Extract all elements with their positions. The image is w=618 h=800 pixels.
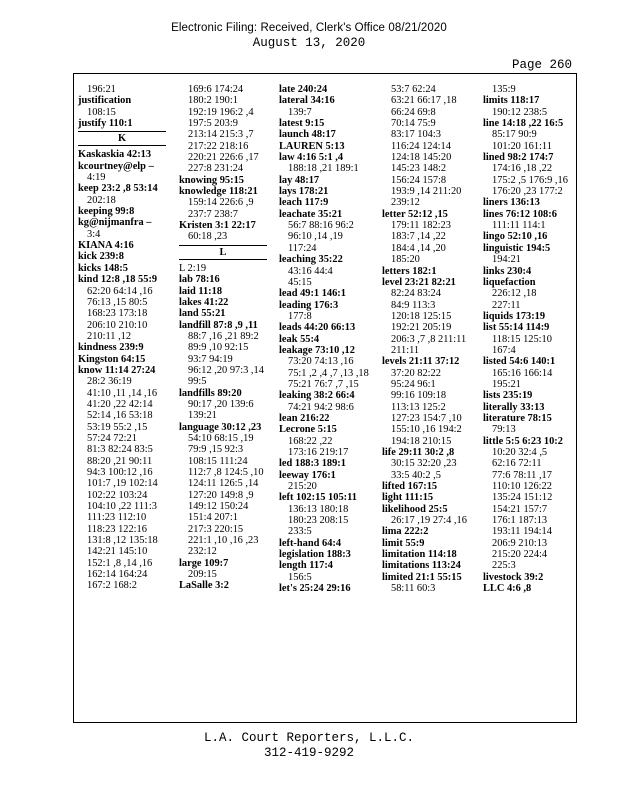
index-term: large 109:7 xyxy=(179,557,229,569)
index-reference: 108:15 xyxy=(87,106,116,118)
index-reference: 127:23 154:7 ,10 xyxy=(391,412,462,424)
index-term: leachate 35:21 xyxy=(279,208,343,220)
index-reference: 193:11 194:14 xyxy=(492,526,552,538)
index-reference: 209:15 xyxy=(188,569,217,581)
index-reference: 168:22 ,22 xyxy=(288,435,333,447)
index-reference: 215:20 xyxy=(288,481,317,493)
index-reference: 176:1 187:13 xyxy=(492,515,548,527)
index-reference: 139:21 xyxy=(188,410,217,422)
index-reference: 28:2 36:19 xyxy=(87,376,132,388)
index-reference: 33:5 40:2 ,5 xyxy=(391,469,441,481)
index-term: leakage 73:10 ,12 xyxy=(279,344,355,356)
index-reference: 41:10 ,11 ,14 ,16 xyxy=(87,387,158,399)
index-term: lined 98:2 174:7 xyxy=(483,152,554,164)
index-reference: 113:13 125:2 xyxy=(391,401,446,413)
index-term: landfills 89:20 xyxy=(179,387,242,399)
transcript-date: August 13, 2020 xyxy=(252,36,366,50)
index-reference: 77:6 78:11 ,17 xyxy=(492,469,552,481)
index-reference: 54:10 68:15 ,19 xyxy=(188,432,254,444)
index-reference: 79:9 ,15 92:3 xyxy=(188,444,244,456)
index-reference: 167:4 xyxy=(492,344,516,356)
index-term: kcourtney@elp – xyxy=(78,160,154,172)
index-term: limits 118:17 xyxy=(483,95,540,107)
index-term: lean 216:22 xyxy=(279,412,330,424)
index-reference: 95:24 96:1 xyxy=(391,378,436,390)
index-reference: 70:14 75:9 xyxy=(391,118,436,130)
filing-stamp: Electronic Filing: Received, Clerk's Office 08/21/2020 xyxy=(171,22,447,34)
index-reference: 220:21 226:6 ,17 xyxy=(188,152,259,164)
index-term: laid 11:18 xyxy=(179,285,223,297)
index-term: leaking 38:2 66:4 xyxy=(279,390,355,402)
index-reference: 142:21 145:10 xyxy=(87,546,148,558)
index-term: kicks 148:5 xyxy=(78,262,128,274)
index-term: Kingston 64:15 xyxy=(78,353,146,365)
index-column-3 xyxy=(279,84,367,594)
index-term: lists 235:19 xyxy=(483,390,533,402)
index-term: leaching 35:22 xyxy=(279,254,343,266)
index-reference: 60:18 ,23 xyxy=(188,231,228,243)
index-term: letters 182:1 xyxy=(382,265,437,277)
index-term: linguistic 194:5 xyxy=(483,242,551,254)
index-reference: 177:8 xyxy=(288,310,312,322)
index-reference: 168:23 173:18 xyxy=(87,308,148,320)
index-reference: 88:7 ,16 ,21 89:2 xyxy=(188,330,259,342)
index-term: levels 21:11 37:12 xyxy=(382,356,460,368)
index-reference: 226:12 ,18 xyxy=(492,288,537,300)
index-reference: 211:11 xyxy=(391,344,420,356)
index-reference: 175:2 ,5 176:9 ,16 xyxy=(492,174,568,186)
index-reference: 96:10 ,14 ,19 xyxy=(288,231,343,243)
index-reference: 66:24 69:8 xyxy=(391,106,436,118)
index-reference: 192:21 205:19 xyxy=(391,322,452,334)
index-term: KIANA 4:16 xyxy=(78,240,134,252)
index-reference: 57:24 72:21 xyxy=(87,432,137,444)
index-term: landfill 87:8 ,9 ,11 xyxy=(179,319,258,331)
index-term: knowing 95:15 xyxy=(179,174,244,186)
index-reference: 88:20 ,21 90:11 xyxy=(87,455,153,467)
index-reference: 83:17 104:3 xyxy=(391,129,441,141)
index-reference: 202:18 xyxy=(87,194,116,206)
index-term: literature 78:15 xyxy=(483,412,552,424)
index-reference: 74:21 94:2 98:6 xyxy=(288,401,354,413)
index-term: lines 76:12 108:6 xyxy=(483,208,557,220)
index-reference: 75:1 ,2 ,4 ,7 ,13 ,18 xyxy=(288,367,369,379)
index-reference: 84:9 113:3 xyxy=(391,299,436,311)
index-reference: 215:20 224:4 xyxy=(492,549,548,561)
index-term: lays 178:21 xyxy=(279,186,329,198)
index-reference: 192:19 196:2 ,4 xyxy=(188,106,254,118)
index-column-2 xyxy=(179,84,267,592)
section-letter-heading: L xyxy=(179,245,267,260)
index-term: little 5:5 6:23 10:2 xyxy=(483,435,563,447)
index-reference: L 2:19 xyxy=(179,262,207,274)
index-term: Lecrone 5:15 xyxy=(279,424,337,436)
index-reference: 79:13 xyxy=(492,424,516,436)
index-reference: 94:3 100:12 ,16 xyxy=(87,467,153,478)
index-reference: 101:7 ,19 102:14 xyxy=(87,478,158,490)
index-reference: 156:5 xyxy=(288,571,312,583)
index-reference: 206:3 ,7 ,8 211:11 xyxy=(391,333,467,345)
index-term: LaSalle 3:2 xyxy=(179,580,229,592)
reporter-name: L.A. Court Reporters, L.L.C. xyxy=(203,731,415,745)
index-reference: 225:3 xyxy=(492,560,516,572)
index-term: justification xyxy=(78,95,132,107)
index-reference: 53:7 62:24 xyxy=(391,84,436,95)
index-reference: 155:10 ,16 194:2 xyxy=(391,424,462,436)
index-reference: 180:2 190:1 xyxy=(188,95,238,107)
index-reference: 99:5 xyxy=(188,376,207,388)
index-reference: 4:19 xyxy=(87,172,106,184)
index-reference: 62:16 72:11 xyxy=(492,458,542,470)
index-reference: 184:4 ,14 ,20 xyxy=(391,242,446,254)
index-reference: 96:12 ,20 97:3 ,14 xyxy=(188,364,264,376)
index-term: Kaskaskia 42:13 xyxy=(78,149,152,161)
index-column-4 xyxy=(382,84,470,594)
index-term: limited 21:1 55:15 xyxy=(382,571,462,583)
index-term: launch 48:17 xyxy=(279,129,336,141)
index-reference: 217:22 218:16 xyxy=(188,140,249,152)
index-term: led 188:3 189:1 xyxy=(279,458,346,470)
index-reference: 110:10 126:22 xyxy=(492,481,552,493)
index-reference: 136:13 180:18 xyxy=(288,503,349,515)
index-term: knowledge 118:21 xyxy=(179,186,258,198)
index-reference: 131:8 ,12 135:18 xyxy=(87,535,158,547)
index-reference: 196:21 xyxy=(87,84,116,95)
index-reference: 167:2 168:2 xyxy=(87,580,137,592)
index-term: lab 78:16 xyxy=(179,274,220,286)
index-reference: 232:12 xyxy=(188,546,217,558)
index-column-1 xyxy=(78,84,166,592)
index-term: kick 239:8 xyxy=(78,251,124,263)
index-reference: 102:22 103:24 xyxy=(87,489,148,501)
index-term: level 23:21 82:21 xyxy=(382,276,456,288)
index-term: list 55:14 114:9 xyxy=(483,322,550,334)
index-reference: 162:14 164:24 xyxy=(87,569,148,581)
index-reference: 227:8 231:24 xyxy=(188,163,244,175)
index-reference: 217:3 220:15 xyxy=(188,523,244,535)
index-reference: 193:9 ,14 211:20 xyxy=(391,186,462,198)
index-reference: 73:20 74:13 ,16 xyxy=(288,356,354,368)
index-reference: 156:24 157:8 xyxy=(391,174,447,186)
index-reference: 135:24 151:12 xyxy=(492,492,553,504)
index-reference: 63:21 66:17 ,18 xyxy=(391,95,457,107)
index-reference: 108:15 111:24 xyxy=(188,455,248,467)
index-term: left 102:15 105:11 xyxy=(279,492,357,504)
index-term: livestock 39:2 xyxy=(483,571,544,583)
index-reference: 89:9 ,10 92:15 xyxy=(188,342,249,354)
index-term: literally 33:13 xyxy=(483,401,545,413)
index-reference: 43:16 44:4 xyxy=(288,265,333,277)
index-reference: 213:14 215:3 ,7 xyxy=(188,129,254,141)
index-term: limitations 113:24 xyxy=(382,560,461,572)
index-reference: 90:17 ,20 139:6 xyxy=(188,398,254,410)
index-term: limitation 114:18 xyxy=(382,549,457,561)
index-term: lateral 34:16 xyxy=(279,95,335,107)
index-reference: 237:7 238:7 xyxy=(188,208,238,220)
index-reference: 139:7 xyxy=(288,106,312,118)
index-reference: 76:13 ,15 80:5 xyxy=(87,296,148,308)
index-term: likelihood 25:5 xyxy=(382,503,448,515)
index-term: length 117:4 xyxy=(279,560,333,572)
index-term: leading 176:3 xyxy=(279,299,339,311)
index-term: links 230:4 xyxy=(483,265,532,277)
index-term: leach 117:9 xyxy=(279,197,329,209)
index-reference: 37:20 82:22 xyxy=(391,367,441,379)
index-term: letter 52:12 ,15 xyxy=(382,208,448,220)
index-term: listed 54:6 140:1 xyxy=(483,356,556,368)
index-term: latest 9:15 xyxy=(279,118,325,130)
index-reference: 154:21 157:7 xyxy=(492,503,548,515)
index-reference: 233:5 xyxy=(288,526,312,538)
index-reference: 239:12 xyxy=(391,197,420,209)
index-term: language 30:12 ,23 xyxy=(179,421,262,433)
index-reference: 120:18 125:15 xyxy=(391,310,452,322)
index-term: liners 136:13 xyxy=(483,197,540,209)
index-term: kind 12:8 ,18 55:9 xyxy=(78,274,158,286)
index-reference: 221:1 ,10 ,16 ,23 xyxy=(188,535,259,547)
section-letter-heading: K xyxy=(78,131,166,146)
index-term: keep 23:2 ,8 53:14 xyxy=(78,183,158,195)
index-reference: 41:20 ,22 42:14 xyxy=(87,398,153,410)
index-column-5 xyxy=(483,84,571,594)
index-term: kindness 239:9 xyxy=(78,342,144,354)
index-reference: 135:9 xyxy=(492,84,516,95)
index-term: know 11:14 27:24 xyxy=(78,364,156,376)
index-reference: 197:5 203:9 xyxy=(188,118,238,130)
page-number: Page 260 xyxy=(511,58,572,72)
index-reference: 169:6 174:24 xyxy=(188,84,244,95)
index-term: lay 48:17 xyxy=(279,174,320,186)
index-reference: 26:17 ,19 27:4 ,16 xyxy=(391,515,467,527)
index-reference: 111:23 112:10 xyxy=(87,512,147,524)
index-term: law 4:16 5:1 ,4 xyxy=(279,152,344,164)
index-term: keeping 99:8 xyxy=(78,206,135,218)
index-term: lakes 41:22 xyxy=(179,296,229,308)
index-reference: 206:9 210:13 xyxy=(492,537,548,549)
index-term: liquids 173:19 xyxy=(483,310,546,322)
index-term: Kristen 3:1 22:17 xyxy=(179,220,256,232)
index-term: line 14:18 ,22 16:5 xyxy=(483,118,564,130)
index-reference: 111:11 114:1 xyxy=(492,220,546,232)
index-reference: 210:11 ,12 xyxy=(87,330,132,342)
index-term: leak 55:4 xyxy=(279,333,320,345)
index-term: land 55:21 xyxy=(179,308,226,320)
index-term: life 29:11 30:2 ,8 xyxy=(382,447,455,458)
index-reference: 188:18 ,21 189:1 xyxy=(288,163,359,175)
index-reference: 206:10 210:10 xyxy=(87,319,148,331)
index-reference: 52:14 ,16 53:18 xyxy=(87,410,153,422)
index-reference: 174:16 ,18 ,22 xyxy=(492,163,553,175)
index-reference: 85:17 90:9 xyxy=(492,129,537,141)
index-term: leeway 176:1 xyxy=(279,469,336,481)
reporter-phone: 312-419-9292 xyxy=(263,746,354,760)
index-term: lima 222:2 xyxy=(382,526,429,538)
index-reference: 56:7 88:16 96:2 xyxy=(288,220,354,232)
index-term: kg@nijmanfra – xyxy=(78,217,152,229)
index-reference: 185:20 xyxy=(391,254,420,266)
index-term: LAUREN 5:13 xyxy=(279,140,345,152)
index-reference: 195:21 xyxy=(492,378,521,390)
index-term: LLC 4:6 ,8 xyxy=(483,583,532,595)
index-reference: 112:7 ,8 124:5 ,10 xyxy=(188,467,264,478)
index-reference: 151:4 207:1 xyxy=(188,512,238,524)
index-reference: 104:10 ,22 111:3 xyxy=(87,501,157,513)
index-reference: 45:15 xyxy=(288,276,312,288)
index-reference: 124:11 126:5 ,14 xyxy=(188,478,259,490)
index-reference: 179:11 182:23 xyxy=(391,220,451,232)
index-reference: 118:15 125:10 xyxy=(492,333,552,345)
index-reference: 117:24 xyxy=(288,242,317,254)
index-reference: 180:23 208:15 xyxy=(288,515,349,527)
index-reference: 194:18 210:15 xyxy=(391,435,452,447)
index-reference: 75:21 76:7 ,7 ,15 xyxy=(288,378,359,390)
index-reference: 62:20 64:14 ,16 xyxy=(87,285,153,297)
index-reference: 93:7 94:19 xyxy=(188,353,233,365)
index-term: left-hand 64:4 xyxy=(279,537,342,549)
index-reference: 81:3 82:24 83:5 xyxy=(87,444,153,456)
index-reference: 99:16 109:18 xyxy=(391,390,447,402)
index-reference: 145:23 148:2 xyxy=(391,163,447,175)
index-reference: 30:15 32:20 ,23 xyxy=(391,458,457,470)
index-term: limit 55:9 xyxy=(382,537,425,549)
index-reference: 3:4 xyxy=(87,228,101,240)
index-reference: 173:16 219:17 xyxy=(288,447,349,458)
index-reference: 127:20 149:8 ,9 xyxy=(188,489,254,501)
index-reference: 165:16 166:14 xyxy=(492,367,553,379)
index-reference: 159:14 226:6 ,9 xyxy=(188,197,254,209)
index-reference: 116:24 124:14 xyxy=(391,140,451,152)
index-term: justify 110:1 xyxy=(78,118,133,130)
index-term: lingo 52:10 ,16 xyxy=(483,231,548,243)
index-reference: 183:7 ,14 ,22 xyxy=(391,231,446,243)
index-term: legislation 188:3 xyxy=(279,549,351,561)
index-term: leads 44:20 66:13 xyxy=(279,322,356,334)
index-reference: 176:20 ,23 177:2 xyxy=(492,186,563,198)
index-reference: 149:12 150:24 xyxy=(188,501,249,513)
index-term: lifted 167:15 xyxy=(382,481,438,493)
index-reference: 58:11 60:3 xyxy=(391,583,436,595)
index-term: lead 49:1 146:1 xyxy=(279,288,346,300)
index-reference: 118:23 122:16 xyxy=(87,523,147,535)
index-term: let's 25:24 29:16 xyxy=(279,583,351,595)
index-reference: 227:11 xyxy=(492,299,521,311)
index-reference: 10:20 32:4 ,5 xyxy=(492,447,548,458)
index-reference: 190:12 238:5 xyxy=(492,106,548,118)
index-reference: 194:21 xyxy=(492,254,521,266)
index-reference: 152:1 ,8 ,14 ,16 xyxy=(87,557,153,569)
index-reference: 101:20 161:11 xyxy=(492,140,552,152)
index-reference: 53:19 55:2 ,15 xyxy=(87,421,148,433)
index-reference: 82:24 83:24 xyxy=(391,288,441,300)
index-term: light 111:15 xyxy=(382,492,434,504)
index-term: late 240:24 xyxy=(279,84,328,95)
index-term: liquefaction xyxy=(483,276,536,288)
index-reference: 124:18 145:20 xyxy=(391,152,452,164)
